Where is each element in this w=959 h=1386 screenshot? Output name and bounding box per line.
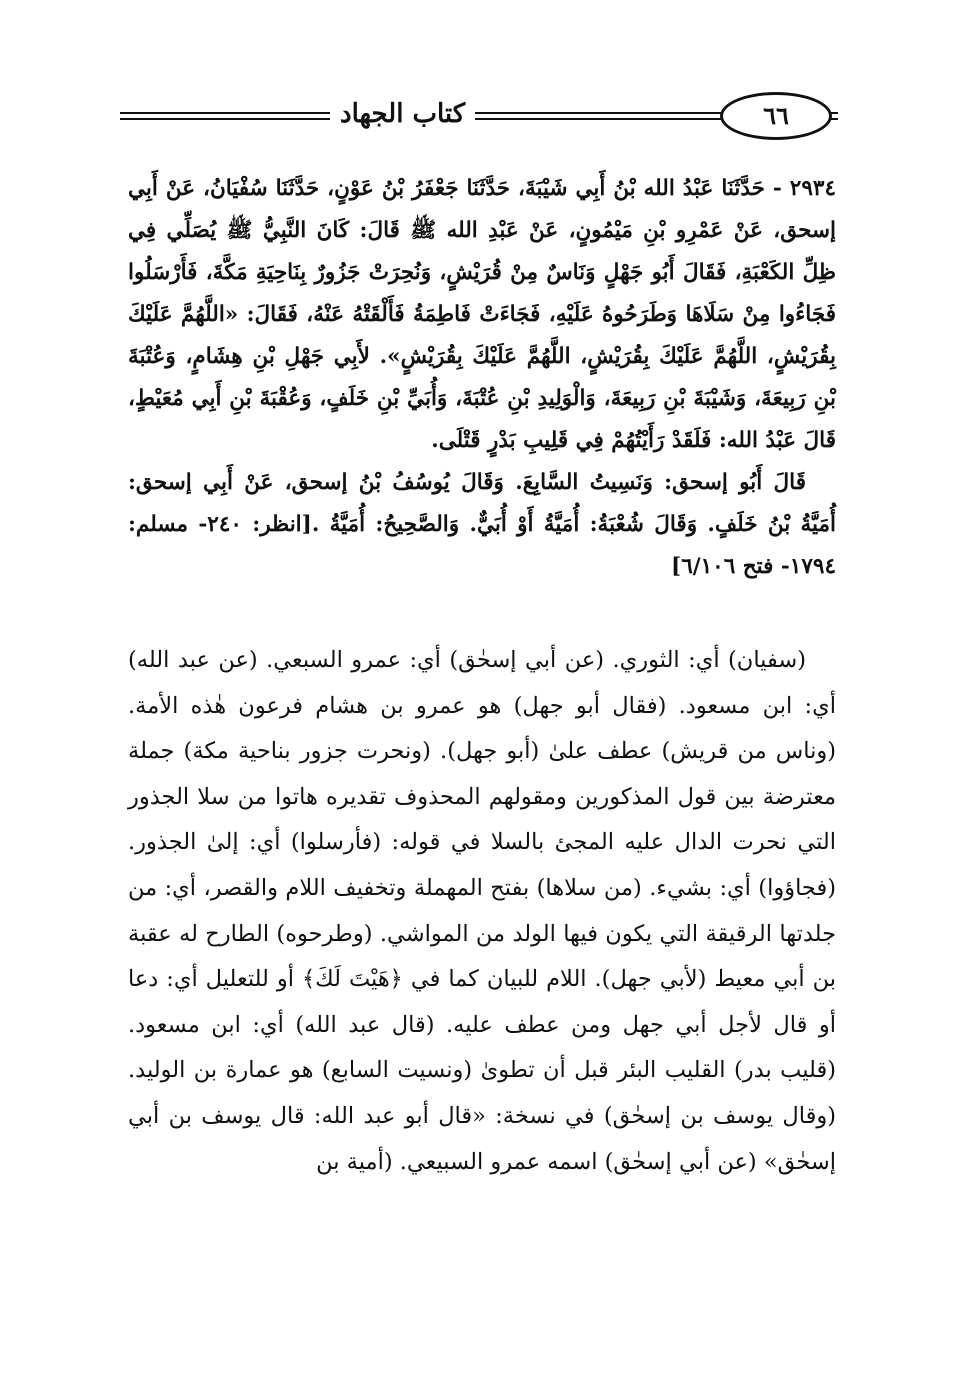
hadith-block	[128, 168, 836, 588]
commentary-block	[128, 638, 836, 1185]
hadith-text: ٢٩٣٤ - حَدَّثَنَا عَبْدُ الله بْنُ أَبِي شَيْبَةَ، حَدَّثَنَا جَعْفَرُ بْنُ عَوْنٍ، حَدَّثَنَا سُفْيَانُ، عَنْ أَبِي إسحق، عَنْ عَمْرِو بْنِ مَيْمُونٍ، عَنْ عَبْدِ الله ﷺ قَالَ: كَانَ النَّبِيُّ ﷺ يُصَلِّي فِي ظِلِّ الكَعْبَةِ، فَقَالَ أَبُو جَهْلٍ وَنَاسٌ مِنْ قُرَيْشٍ، وَنُحِرَتْ جَزُورٌ بِنَاحِيَةِ مَكَّةَ، فَأَرْسَلُوا فَجَاءُوا مِنْ سَلَاهَا وَطَرَحُوهُ عَلَيْهِ، فَجَاءَتْ فَاطِمَةُ فَأَلْقَتْهُ عَنْهُ، فَقَالَ: «اللَّهُمَّ عَلَيْكَ بِقُرَيْشٍ، اللَّهُمَّ عَلَيْكَ بِقُرَيْشٍ، اللَّهُمَّ عَلَيْكَ بِقُرَيْشٍ». لأَبِي جَهْلِ بْنِ هِشَامٍ، وَعُتْبَةَ بْنِ رَبِيعَةَ، وَشَيْبَةَ بْنِ رَبِيعَةَ، وَالْوَلِيدِ بْنِ عُتْبَةَ، وَأُبَيِّ بْنِ خَلَفٍ، وَعُقْبَةَ بْنِ أَبِي مُعَيْطٍ، قَالَ عَبْدُ الله: فَلَقَدْ رَأَيْتُهُمْ فِي قَلِيبِ بَدْرٍ قَتْلَى.	[128, 176, 836, 453]
page-header	[120, 92, 838, 148]
narrator-note: قَالَ أَبُو إسحق: وَنَسِيتُ السَّابِعَ. وَقَالَ يُوسُفُ بْنُ إسحق، عَنْ أَبِي إسحق: أُمَيَّةُ بْنُ خَلَفٍ. وَقَالَ شُعْبَةُ: أُمَيَّةُ أَوْ أُبَيٌّ. وَالصَّحِيحُ: أُمَيَّةُ .[انظر: ٢٤٠- مسلم: ١٧٩٤- فتح ٦/١٠٦]	[128, 470, 836, 579]
page-number: ٦٦	[720, 92, 832, 140]
commentary-text: (سفيان) أي: الثوري. (عن أبي إسحٰق) أي: عمرو السبعي. (عن عبد الله) أي: ابن مسعود. (فقال أبو جهل) هو عمرو بن هشام فرعون هٰذه الأمة. (وناس من قريش) عطف علىٰ (أبو جهل). (ونحرت جزور بناحية مكة) جملة معترضة بين قول المذكورين ومقولهم المحذوف تقديره هاتوا من سلا الجذور التي نحرت الدال عليه المجئ بالسلا في قوله: (فأرسلوا) أي: إلىٰ الجذور. (فجاؤوا) أي: بشيء. (من سلاها) بفتح المهملة وتخفيف اللام والقصر، أي: من جلدتها الرقيقة التي يكون فيها الولد من المواشي. (وطرحوه) الطارح له عقبة بن أبي معيط (لأبي جهل). اللام للبيان كما في ﴿هَيْتَ لَكَ﴾ أو للتعليل أي: دعا أو قال لأجل أبي جهل ومن عطف عليه. (قال عبد الله) أي: ابن مسعود. (قليب بدر) القليب البئر قبل أن تطوىٰ (ونسيت السابع) هو عمارة بن الوليد. (وقال يوسف بن إسحٰق) في نسخة: «قال أبو عبد الله: قال يوسف بن أبي إسحٰق» (عن أبي إسحٰق) اسمه عمرو السبيعي. (أمية بن	[128, 647, 836, 1175]
book-title: كتاب الجهاد	[330, 94, 475, 134]
